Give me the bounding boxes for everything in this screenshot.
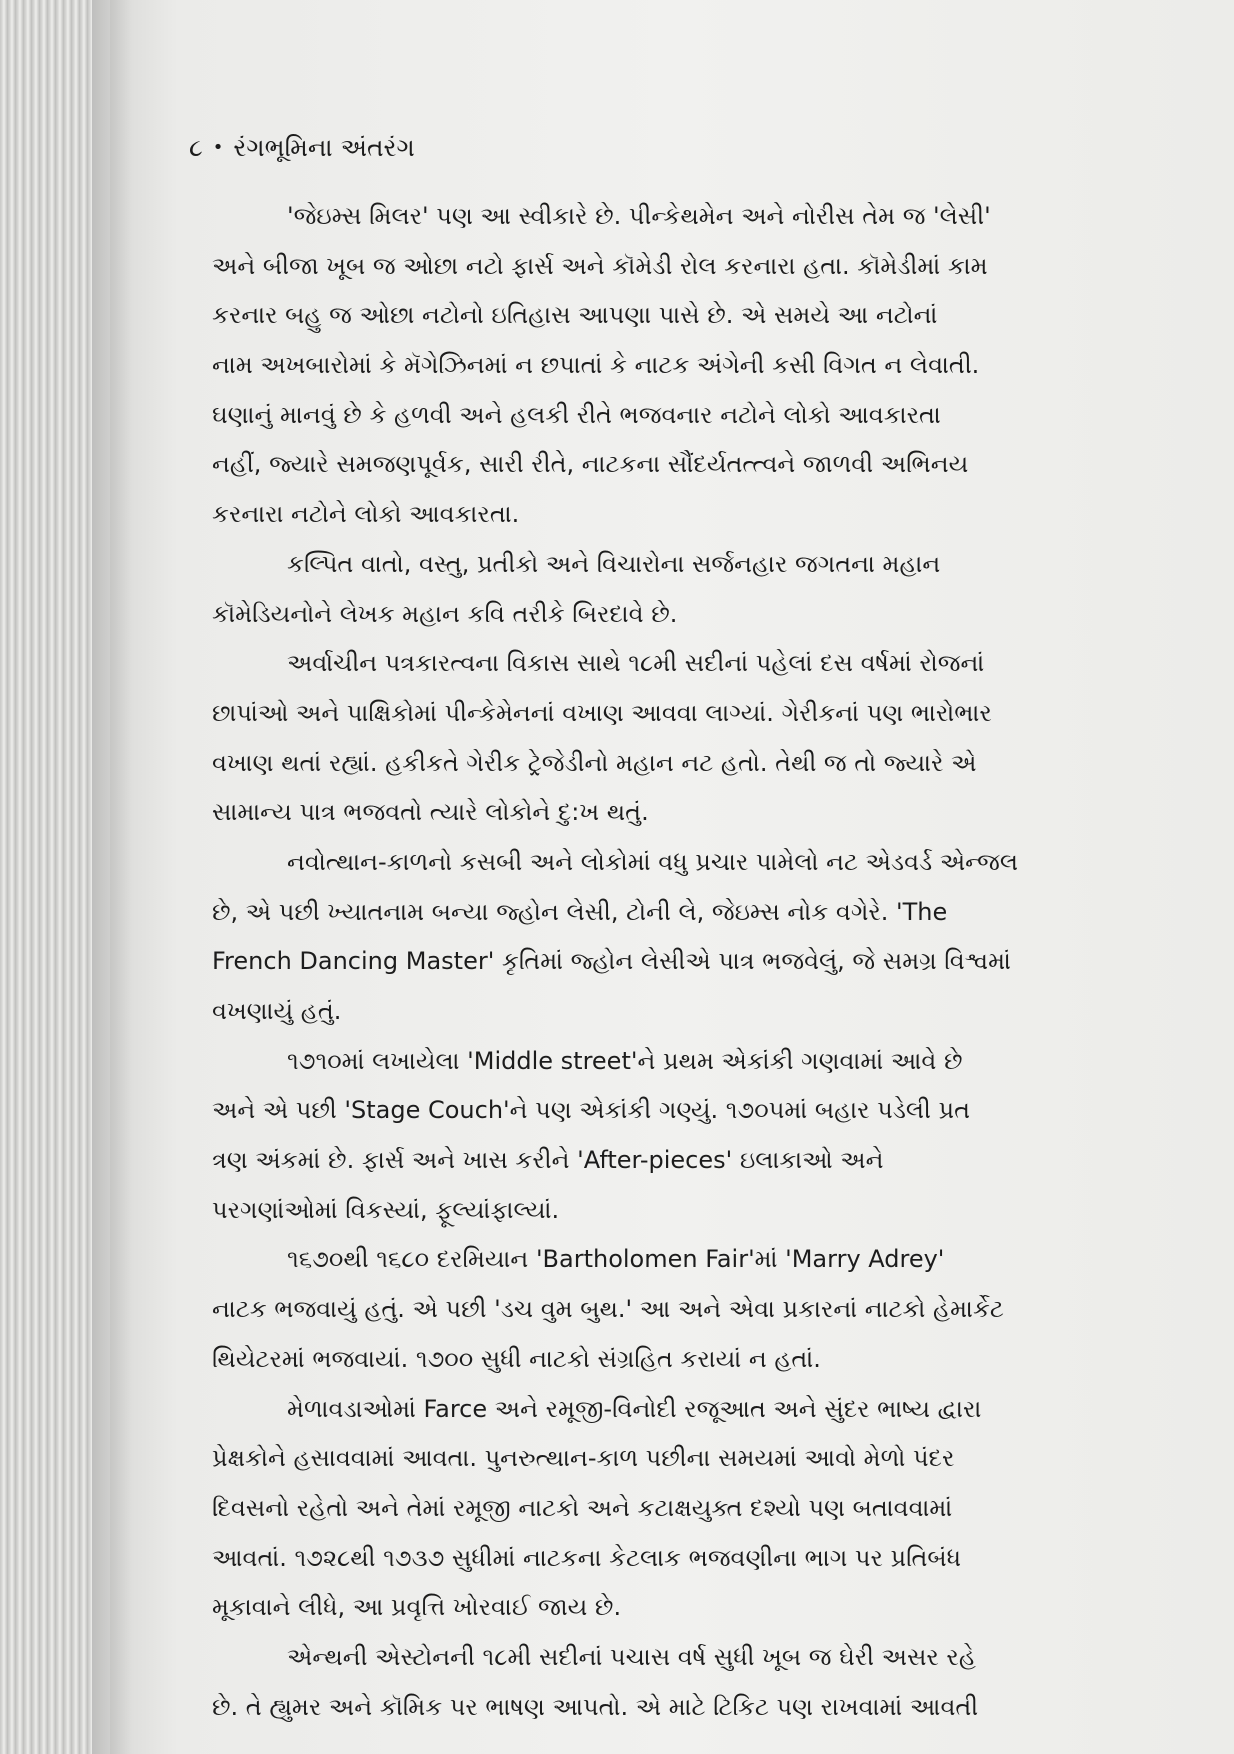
paragraph [212, 1633, 1106, 1732]
text-line: દિવસનો રહેતો અને તેમાં રમૂજી નાટકો અને કટાક્ષયુક્ત દશ્યો પણ બતાવવામાં [212, 1493, 953, 1522]
body-text [212, 192, 1106, 1732]
text-line: 'જેઇમ્સ મિલર' પણ આ સ્વીકારે છે. પીન્કેથમેન અને નોરીસ તેમ જ 'લેસી' [287, 202, 991, 230]
text-line: પરગણાંઓમાં વિકસ્યાં, ફૂલ્યાંફાલ્યાં. [212, 1195, 560, 1224]
text-line: કૉમેડિયનોને લેખક મહાન કવિ તરીકે બિરદાવે છે. [212, 599, 678, 628]
running-title: રંગભૂમિના અંતરંગ [233, 133, 415, 162]
text-line: કલ્પિત વાતો, વસ્તુ, પ્રતીકો અને વિચારોના સર્જનહાર જગતના મહાન [287, 549, 941, 578]
page-edge-stack [0, 0, 92, 1754]
paragraph [212, 838, 1106, 1037]
text-line: થિયેટરમાં ભજવાયાં. ૧૭૦૦ સુધી નાટકો સંગ્રહિત કરાયાં ન હતાં. [212, 1344, 821, 1373]
paragraph [212, 1235, 1106, 1384]
text-line: નાટક ભજવાયું હતું. એ પછી 'ડચ વુમ બુથ.' આ અને એવા પ્રકારનાં નાટકો હેમાર્કેટ [212, 1295, 1004, 1324]
text-line: વખાણ થતાં રહ્યાં. હકીકતે ગેરીક ટ્રેજેડીનો મહાન નટ હતો. તેથી જ તો જ્યારે એ [212, 748, 977, 777]
text-line: મૂકાવાને લીધે, આ પ્રવૃત્તિ ખોરવાઈ જાય છે. [212, 1593, 622, 1622]
header-bullet: • [212, 137, 224, 158]
page-number: ૮ [189, 133, 203, 162]
text-line: કરનારા નટોને લોકો આવકારતા. [212, 500, 520, 529]
text-line: છે. તે હ્યુમર અને કૉમિક પર ભાષણ આપતો. એ માટે ટિકિટ પણ રાખવામાં આવતી [212, 1692, 979, 1721]
text-line: અને બીજા ખૂબ જ ઓછા નટો ફાર્સ અને કૉમેડી રોલ કરનારા હતા. કૉમેડીમાં કામ [212, 251, 988, 280]
paragraph [212, 639, 1106, 838]
text-line: ઘણાનું માનવું છે કે હળવી અને હલકી રીતે ભજવનાર નટોને લોકો આવકારતા [212, 400, 941, 429]
text-line: પ્રેક્ષકોને હસાવવામાં આવતા. પુનરુત્થાન-કાળ પછીના સમયમાં આવો મેળો પંદર [212, 1444, 955, 1473]
paragraph [212, 1037, 1106, 1236]
text-line: અને એ પછી 'Stage Couch'ને પણ એકાંકી ગણ્યું. ૧૭૦૫માં બહાર પડેલી પ્રત [212, 1096, 970, 1125]
text-line: ૧૭૧૦માં લખાયેલા 'Middle street'ને પ્રથમ એકાંકી ગણવામાં આવે છે [287, 1046, 963, 1075]
text-line: નામ અખબારોમાં કે મૅગેઝિનમાં ન છપાતાં કે નાટક અંગેની કસી વિગત ન લેવાતી. [212, 351, 980, 380]
text-line: ૧૬૭૦થી ૧૬૮૦ દરમિયાન 'Bartholomen Fair'માં 'Marry Adrey' [287, 1245, 945, 1274]
text-line: ત્રણ અંકમાં છે. ફાર્સ અને ખાસ કરીને 'After-pieces' ઇલાકાઓ અને [212, 1146, 884, 1175]
text-line: મેળાવડાઓમાં Farce અને રમૂજી-વિનોદી રજૂઆત અને સુંદર ભાષ્ય દ્વારા [287, 1394, 982, 1423]
text-line: વખણાયું હતું. [212, 997, 342, 1025]
text-line: French Dancing Master' કૃતિમાં જ્હોન લેસીએ પાત્ર ભજવેલું, જે સમગ્ર વિશ્વમાં [212, 947, 1011, 976]
text-line: નવોત્થાન-કાળનો કસબી અને લોકોમાં વધુ પ્રચાર પામેલો નટ એડવર્ડ એન્જલ [287, 847, 1019, 876]
text-line: છાપાંઓ અને પાક્ષિકોમાં પીન્કેમેનનાં વખાણ આવવા લાગ્યાં. ગેરીકનાં પણ ભારોભાર [212, 698, 992, 727]
text-line: નહીં, જ્યારે સમજણપૂર્વક, સારી રીતે, નાટકના સૌંદર્યતત્ત્વને જાળવી અભિનય [212, 450, 969, 479]
paragraph [212, 540, 1106, 639]
text-line: કરનાર બહુ જ ઓછા નટોનો ઇતિહાસ આપણા પાસે છે. એ સમયે આ નટોનાં [212, 301, 938, 330]
running-header [189, 130, 415, 166]
paragraph [212, 192, 1106, 540]
text-line: છે, એ પછી ખ્યાતનામ બન્યા જ્હોન લેસી, ટોની લે, જેઇમ્સ નોક વગેરે. 'The [212, 897, 948, 926]
text-line: એન્થની એસ્ટોનની ૧૮મી સદીનાં પચાસ વર્ષ સુધી ખૂબ જ ઘેરી અસર રહે [287, 1642, 976, 1671]
text-line: આવતાં. ૧૭૨૮થી ૧૭૩૭ સુધીમાં નાટકના કેટલાક ભજવણીના ભાગ પર પ્રતિબંધ [212, 1543, 962, 1572]
paragraph [212, 1385, 1106, 1633]
text-line: સામાન્ય પાત્ર ભજવતો ત્યારે લોકોને દુ:ખ થતું. [212, 798, 649, 827]
gutter-shadow [92, 0, 132, 1754]
text-line: અર્વાચીન પત્રકારત્વના વિકાસ સાથે ૧૮મી સદીનાં પહેલાં દસ વર્ષમાં રોજનાં [287, 649, 985, 678]
